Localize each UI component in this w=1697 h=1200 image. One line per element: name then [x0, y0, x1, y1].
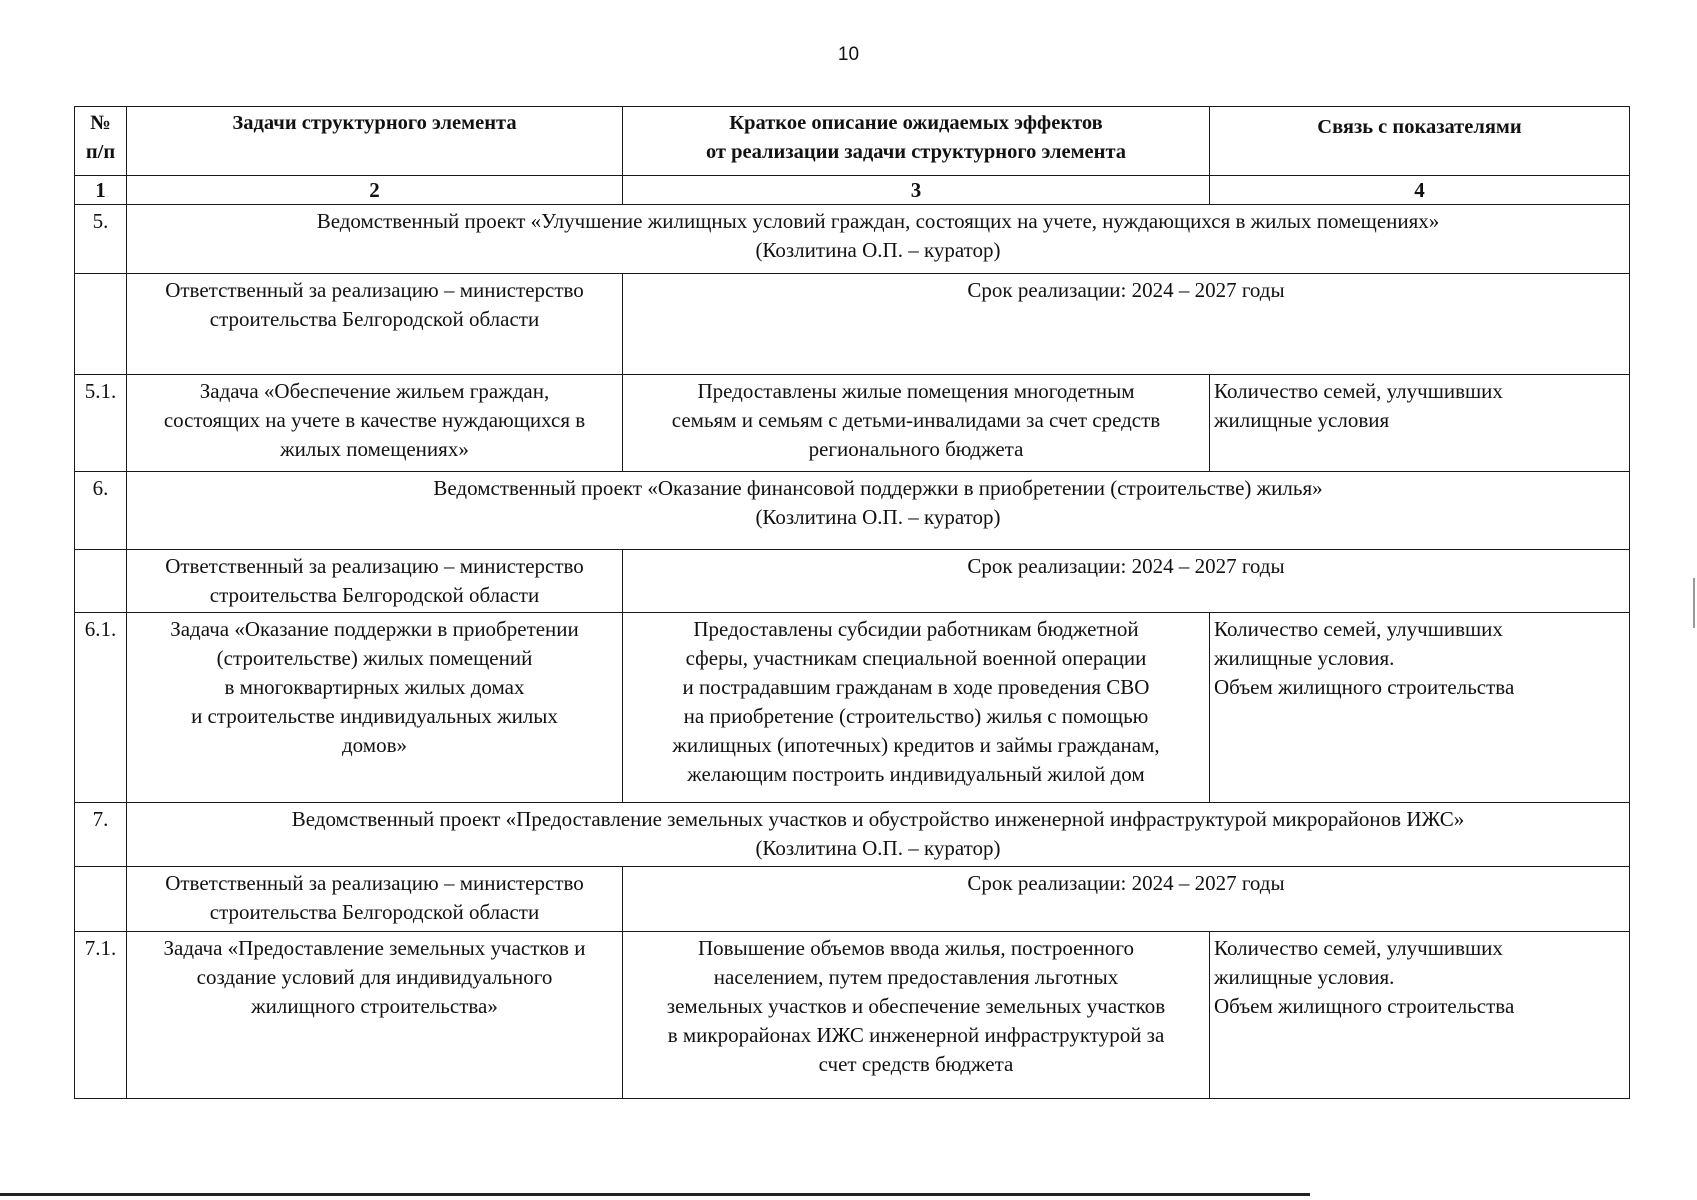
task-row	[75, 613, 1630, 803]
page-number: 10	[837, 44, 860, 65]
column-index: 4	[1210, 176, 1630, 205]
structural-elements-table	[74, 106, 1630, 1099]
task-number: 5.1.	[75, 375, 127, 472]
task-effect: Предоставлены жилые помещения многодетным семьям и семьям с детьми-инвалидами за счет средств регионального бюджета	[623, 375, 1210, 472]
project-number: 6.	[75, 472, 127, 550]
project-row	[75, 472, 1630, 550]
column-index-row	[75, 176, 1630, 205]
task-description: Задача «Оказание поддержки в приобретении (строительстве) жилых помещений в многоквартирных жилых домах и строительстве индивидуальных жилых домов»	[127, 613, 623, 803]
task-indicators: Количество семей, улучшивших жилищные условия. Объем жилищного строительства	[1210, 932, 1630, 1099]
empty-cell	[75, 274, 127, 375]
term-cell: Срок реализации: 2024 – 2027 годы	[623, 274, 1630, 375]
task-row	[75, 375, 1630, 472]
column-index: 2	[127, 176, 623, 205]
responsible-row	[75, 550, 1630, 613]
responsible-cell: Ответственный за реализацию – министерство строительства Белгородской области	[127, 867, 623, 932]
task-number: 7.1.	[75, 932, 127, 1099]
task-indicators: Количество семей, улучшивших жилищные условия	[1210, 375, 1630, 472]
task-effect: Повышение объемов ввода жилья, построенного населением, путем предоставления льготных земельных участков и обеспечение земельных участков в микрорайонах ИЖС инженерной инфраструктурой за счет средств бюджета	[623, 932, 1210, 1099]
project-title: Ведомственный проект «Улучшение жилищных условий граждан, состоящих на учете, нуждающихся в жилых помещениях» (Козлитина О.П. – куратор)	[127, 205, 1630, 274]
project-title: Ведомственный проект «Оказание финансовой поддержки в приобретении (строительстве) жилья» (Козлитина О.П. – куратор)	[127, 472, 1630, 550]
task-number: 6.1.	[75, 613, 127, 803]
scan-edge-mark	[1693, 578, 1695, 628]
header-indicators: Связь с показателями	[1210, 107, 1630, 176]
project-title: Ведомственный проект «Предоставление земельных участков и обустройство инженерной инфраструктурой микрорайонов ИЖС» (Козлитина О.П. – куратор)	[127, 803, 1630, 867]
task-effect: Предоставлены субсидии работникам бюджетной сферы, участникам специальной военной операции и пострадавшим гражданам в ходе проведения СВО на приобретение (строительство) жилья с помощью жилищных (ипотечных) кредитов и займы гражданам, желающим построить индивидуальный жилой дом	[623, 613, 1210, 803]
responsible-cell: Ответственный за реализацию – министерство строительства Белгородской области	[127, 550, 623, 613]
term-cell: Срок реализации: 2024 – 2027 годы	[623, 867, 1630, 932]
task-description: Задача «Предоставление земельных участков и создание условий для индивидуального жилищного строительства»	[127, 932, 623, 1099]
page-bottom-rule	[0, 1193, 1310, 1196]
responsible-cell: Ответственный за реализацию – министерство строительства Белгородской области	[127, 274, 623, 375]
header-number: № п/п	[75, 107, 127, 176]
empty-cell	[75, 867, 127, 932]
table-header-row	[75, 107, 1630, 176]
header-effects: Краткое описание ожидаемых эффектов от реализации задачи структурного элемента	[623, 107, 1210, 176]
column-index: 1	[75, 176, 127, 205]
project-number: 7.	[75, 803, 127, 867]
project-number: 5.	[75, 205, 127, 274]
task-row	[75, 932, 1630, 1099]
task-indicators: Количество семей, улучшивших жилищные условия. Объем жилищного строительства	[1210, 613, 1630, 803]
task-description: Задача «Обеспечение жильем граждан, состоящих на учете в качестве нуждающихся в жилых помещениях»	[127, 375, 623, 472]
project-row	[75, 205, 1630, 274]
header-tasks: Задачи структурного элемента	[127, 107, 623, 176]
responsible-row	[75, 274, 1630, 375]
responsible-row	[75, 867, 1630, 932]
column-index: 3	[623, 176, 1210, 205]
project-row	[75, 803, 1630, 867]
term-cell: Срок реализации: 2024 – 2027 годы	[623, 550, 1630, 613]
empty-cell	[75, 550, 127, 613]
